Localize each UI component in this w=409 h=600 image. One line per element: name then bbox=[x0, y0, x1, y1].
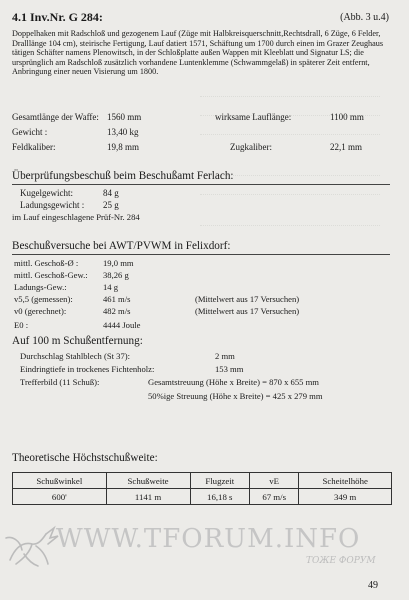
gesamtlaenge-value: 1560 mm bbox=[107, 112, 142, 122]
v-gerechnet-value: 482 m/s bbox=[103, 306, 131, 316]
page-number: 49 bbox=[368, 580, 378, 591]
v-gerechnet-note: (Mittelwert aus 17 Versuchen) bbox=[195, 306, 300, 316]
awt-heading: Beschußversuche bei AWT/PVWM in Felixdorf: bbox=[12, 240, 231, 252]
ladungsgewicht-label: Ladungsgewicht : bbox=[20, 200, 85, 210]
kugelgewicht-label: Kugelgewicht: bbox=[20, 188, 73, 198]
divider bbox=[12, 254, 390, 255]
table-row bbox=[13, 489, 392, 505]
v-gemessen-value: 461 m/s bbox=[103, 294, 131, 304]
v-gerechnet-label: v0 (gerechnet): bbox=[14, 306, 67, 316]
zugkaliber-value: 22,1 mm bbox=[330, 142, 363, 152]
streuung-50-text: 50%ige Streuung (Höhe x Breite) = 425 x 279 mm bbox=[148, 391, 323, 401]
ladungs-gewicht-label: Ladungs-Gew.: bbox=[14, 282, 67, 292]
hoechst-heading: Theoretische Höchstschußweite: bbox=[12, 452, 158, 464]
feldkaliber-value: 19,8 mm bbox=[107, 142, 140, 152]
section-title: 4.1 Inv.Nr. G 284: bbox=[12, 10, 103, 24]
v-gemessen-note: (Mittelwert aus 17 Versuchen) bbox=[195, 294, 300, 304]
geschoss-durchmesser-label: mittl. Geschoß-Ø : bbox=[14, 258, 79, 268]
beschussamt-heading: Überprüfungsbeschuß beim Beschußamt Ferlach: bbox=[12, 170, 234, 182]
feldkaliber-label: Feldkaliber: bbox=[12, 142, 56, 152]
trefferbild-label: Trefferbild (11 Schuß): bbox=[20, 377, 100, 387]
divider bbox=[12, 184, 390, 185]
table-header-row bbox=[13, 473, 392, 489]
column-header: Flugzeit bbox=[190, 473, 250, 489]
energie-value: 4444 Joule bbox=[103, 320, 141, 330]
lauflaenge-value: 1100 mm bbox=[330, 112, 364, 122]
column-header: Scheitelhöhe bbox=[299, 473, 392, 489]
geschoss-gewicht-value: 38,26 g bbox=[103, 270, 129, 280]
eindringtiefe-value: 153 mm bbox=[215, 364, 244, 374]
table-cell: 1141 m bbox=[106, 489, 190, 505]
column-header: Schußwinkel bbox=[13, 473, 107, 489]
eindringtiefe-label: Eindringtiefe in trockenes Fichtenholz: bbox=[20, 364, 155, 374]
stahlblech-label: Durchschlag Stahlblech (St 37): bbox=[20, 351, 131, 361]
table-cell: 67 m/s bbox=[250, 489, 299, 505]
geschoss-durchmesser-value: 19,0 mm bbox=[103, 258, 134, 268]
column-header: vE bbox=[250, 473, 299, 489]
column-header: Schußweite bbox=[106, 473, 190, 489]
energie-label: E0 : bbox=[14, 320, 29, 330]
zugkaliber-label: Zugkaliber: bbox=[230, 142, 272, 152]
table-cell: 349 m bbox=[299, 489, 392, 505]
watermark-logo bbox=[2, 510, 62, 570]
gewicht-label: Gewicht : bbox=[12, 127, 48, 137]
gesamtlaenge-label: Gesamtlänge der Waffe: bbox=[12, 112, 99, 122]
table-cell: 16,18 s bbox=[190, 489, 250, 505]
geschoss-gewicht-label: mittl. Geschoß-Gew.: bbox=[14, 270, 88, 280]
watermark-text: WWW.TFORUM.INFO bbox=[56, 524, 361, 554]
kugelgewicht-value: 84 g bbox=[103, 188, 119, 198]
schuss100-heading: Auf 100 m Schußentfernung: bbox=[12, 335, 143, 347]
v-gemessen-label: v5,5 (gemessen): bbox=[14, 294, 73, 304]
watermark-subtext: ТОЖЕ ФОРУМ bbox=[306, 556, 376, 566]
ladungsgewicht-value: 25 g bbox=[103, 200, 119, 210]
figure-reference: (Abb. 3 u.4) bbox=[340, 12, 389, 23]
table-cell: 600' bbox=[13, 489, 107, 505]
ladungs-gewicht-value: 14 g bbox=[103, 282, 119, 292]
hoechst-table bbox=[12, 472, 392, 505]
intro-paragraph: Doppelhaken mit Radschloß und gezogenem Lauf (Züge mit Halbkreisquerschnitt,Rechtsdrall, 6 Züge, 6 Felder, Dralllänge 104 cm), steirische Fertigung, Lauf datiert 1571, Schäftung um 1700 durch einen im Grazer Zeughaus tätigen Schäfter namens Plenowitsch, in der Schloßplatte außen Wappen mit Kleeblatt und Signatur LS; die ursprünglich am Radschloß zusätzlich vorhandene Luntenklemme (Schwammgelaß) in späterer Zeit entfernt, Anbringung einer neuen Visierung um 1800. bbox=[12, 29, 384, 77]
pruefnummer-text: im Lauf eingeschlagene Prüf-Nr. 284 bbox=[12, 212, 140, 222]
lauflaenge-label: wirksame Lauflänge: bbox=[215, 112, 292, 122]
gewicht-value: 13,40 kg bbox=[107, 127, 139, 137]
gesamtstreuung-text: Gesamtstreuung (Höhe x Breite) = 870 x 655 mm bbox=[148, 377, 319, 387]
stahlblech-value: 2 mm bbox=[215, 351, 235, 361]
